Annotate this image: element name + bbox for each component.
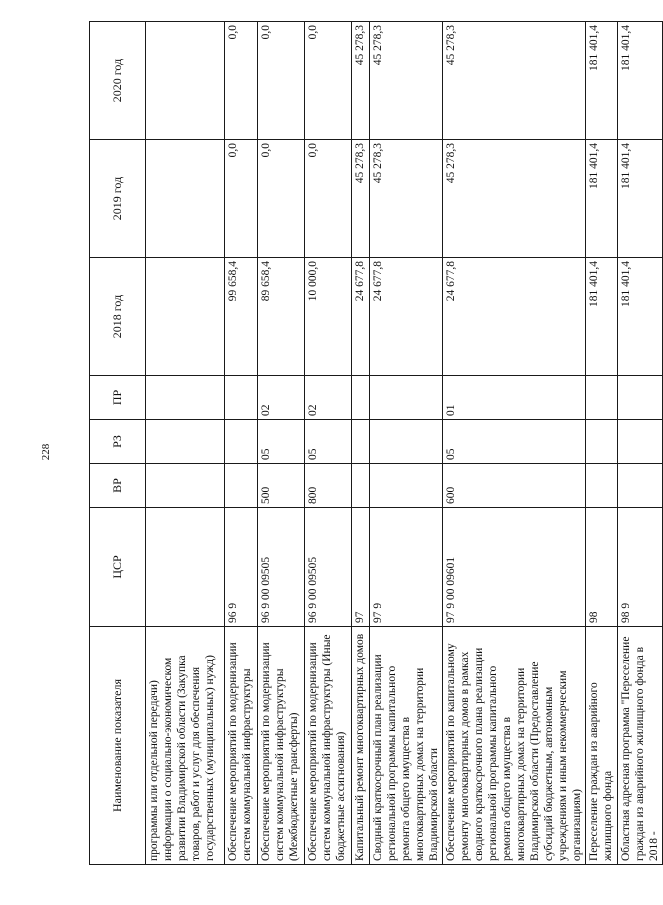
table-row — [352, 22, 370, 865]
cell-2019: 45 278,3 — [370, 140, 443, 258]
cell-csr: 96 9 00 09505 — [305, 508, 352, 627]
cell-rz — [352, 420, 370, 464]
cell-csr: 97 — [352, 508, 370, 627]
header-2018: 2018 год — [90, 258, 146, 376]
cell-rz — [370, 420, 443, 464]
cell-vr: 500 — [258, 464, 305, 508]
cell-name: Капитальный ремонт многоквартирных домов — [352, 627, 370, 865]
cell-csr: 96 9 — [225, 508, 258, 627]
cell-2019: 181 401,4 — [618, 140, 663, 258]
cell-pr — [225, 376, 258, 420]
cell-pr — [352, 376, 370, 420]
cell-vr — [352, 464, 370, 508]
cell-name: Обеспечение мероприятий по модернизации систем коммунальной инфраструктуры (Иные бюджетные ассигнования) — [305, 627, 352, 865]
cell-2020: 181 401,4 — [586, 22, 618, 140]
cell-rz — [618, 420, 663, 464]
cell-name: Областная адресная программа "Переселение граждан из аварийного жилищного фонда в 2018 - — [618, 627, 663, 865]
page-number: 228 — [40, 443, 52, 461]
cell-2019: 0,0 — [225, 140, 258, 258]
cell-csr: 97 9 — [370, 508, 443, 627]
cell-2020: 181 401,4 — [618, 22, 663, 140]
cell-vr — [618, 464, 663, 508]
cell-csr: 97 9 00 09601 — [443, 508, 586, 627]
cell-rz — [586, 420, 618, 464]
cell-name: Обеспечение мероприятий по модернизации систем коммунальной инфраструктуры (Межбюджетные трансферты) — [258, 627, 305, 865]
cell-name: программы или отдельной передачи) информации о социально-экономическом развитии Владимирской области (Закупка товаров, работ и услуг для обеспечения государственных (муниципальных) нужд) — [146, 627, 225, 865]
table-row — [443, 22, 586, 865]
cell-2018: 181 401,4 — [586, 258, 618, 376]
cell-2019 — [146, 140, 225, 258]
table-row — [618, 22, 663, 865]
cell-2020: 0,0 — [225, 22, 258, 140]
header-pr: ПР — [90, 376, 146, 420]
table-row — [586, 22, 618, 865]
header-csr: ЦСР — [90, 508, 146, 627]
cell-2020: 45 278,3 — [352, 22, 370, 140]
table-row — [225, 22, 258, 865]
cell-2018: 24 677,8 — [352, 258, 370, 376]
table-row — [258, 22, 305, 865]
cell-2020: 45 278,3 — [443, 22, 586, 140]
cell-pr: 01 — [443, 376, 586, 420]
cell-pr: 02 — [305, 376, 352, 420]
cell-rz: 05 — [258, 420, 305, 464]
cell-2018: 89 658,4 — [258, 258, 305, 376]
cell-pr — [618, 376, 663, 420]
cell-vr — [370, 464, 443, 508]
cell-vr — [146, 464, 225, 508]
cell-csr — [146, 508, 225, 627]
cell-vr: 800 — [305, 464, 352, 508]
table-row — [370, 22, 443, 865]
cell-2020: 0,0 — [258, 22, 305, 140]
cell-2018: 99 658,4 — [225, 258, 258, 376]
cell-csr: 98 9 — [618, 508, 663, 627]
header-row — [90, 22, 146, 865]
cell-2018: 24 677,8 — [443, 258, 586, 376]
cell-2018: 24 677,8 — [370, 258, 443, 376]
header-2019: 2019 год — [90, 140, 146, 258]
cell-rz — [146, 420, 225, 464]
cell-2019: 181 401,4 — [586, 140, 618, 258]
cell-rz: 05 — [305, 420, 352, 464]
cell-rz — [225, 420, 258, 464]
cell-csr: 98 — [586, 508, 618, 627]
cell-2020 — [146, 22, 225, 140]
cell-csr: 96 9 00 09505 — [258, 508, 305, 627]
cell-2019: 0,0 — [305, 140, 352, 258]
cell-pr — [370, 376, 443, 420]
cell-pr: 02 — [258, 376, 305, 420]
cell-vr — [586, 464, 618, 508]
header-vr: ВР — [90, 464, 146, 508]
cell-name: Переселение граждан из аварийного жилищного фонда — [586, 627, 618, 865]
cell-pr — [586, 376, 618, 420]
cell-vr — [225, 464, 258, 508]
header-2020: 2020 год — [90, 22, 146, 140]
cell-rz: 05 — [443, 420, 586, 464]
table-row — [305, 22, 352, 865]
cell-name: Обеспечение мероприятий по модернизации систем коммунальной инфраструктуры — [225, 627, 258, 865]
header-rz: РЗ — [90, 420, 146, 464]
cell-2018 — [146, 258, 225, 376]
cell-2019: 45 278,3 — [443, 140, 586, 258]
cell-2020: 45 278,3 — [370, 22, 443, 140]
cell-2018: 10 000,0 — [305, 258, 352, 376]
table-row — [146, 22, 225, 865]
cell-vr: 600 — [443, 464, 586, 508]
cell-2019: 45 278,3 — [352, 140, 370, 258]
budget-table — [89, 21, 663, 865]
cell-name: Сводный краткосрочный план реализации региональной программы капитального ремонта общего имущества в многоквартирных домах на территории Владимирской области — [370, 627, 443, 865]
header-name: Наименование показателя — [90, 627, 146, 865]
cell-pr — [146, 376, 225, 420]
cell-2018: 181 401,4 — [618, 258, 663, 376]
cell-2020: 0,0 — [305, 22, 352, 140]
rotated-budget-table — [89, 22, 661, 865]
cell-name: Обеспечение мероприятий по капитальному ремонту многоквартирных домов в рамках сводного краткосрочного плана реализации региональной программы капитального ремонта общего имущества в многоквартирных домах на территории Владимирской области (Предоставление субсидий бюджетным, автономным учреждениям и иным некоммерческим организациям) — [443, 627, 586, 865]
cell-2019: 0,0 — [258, 140, 305, 258]
